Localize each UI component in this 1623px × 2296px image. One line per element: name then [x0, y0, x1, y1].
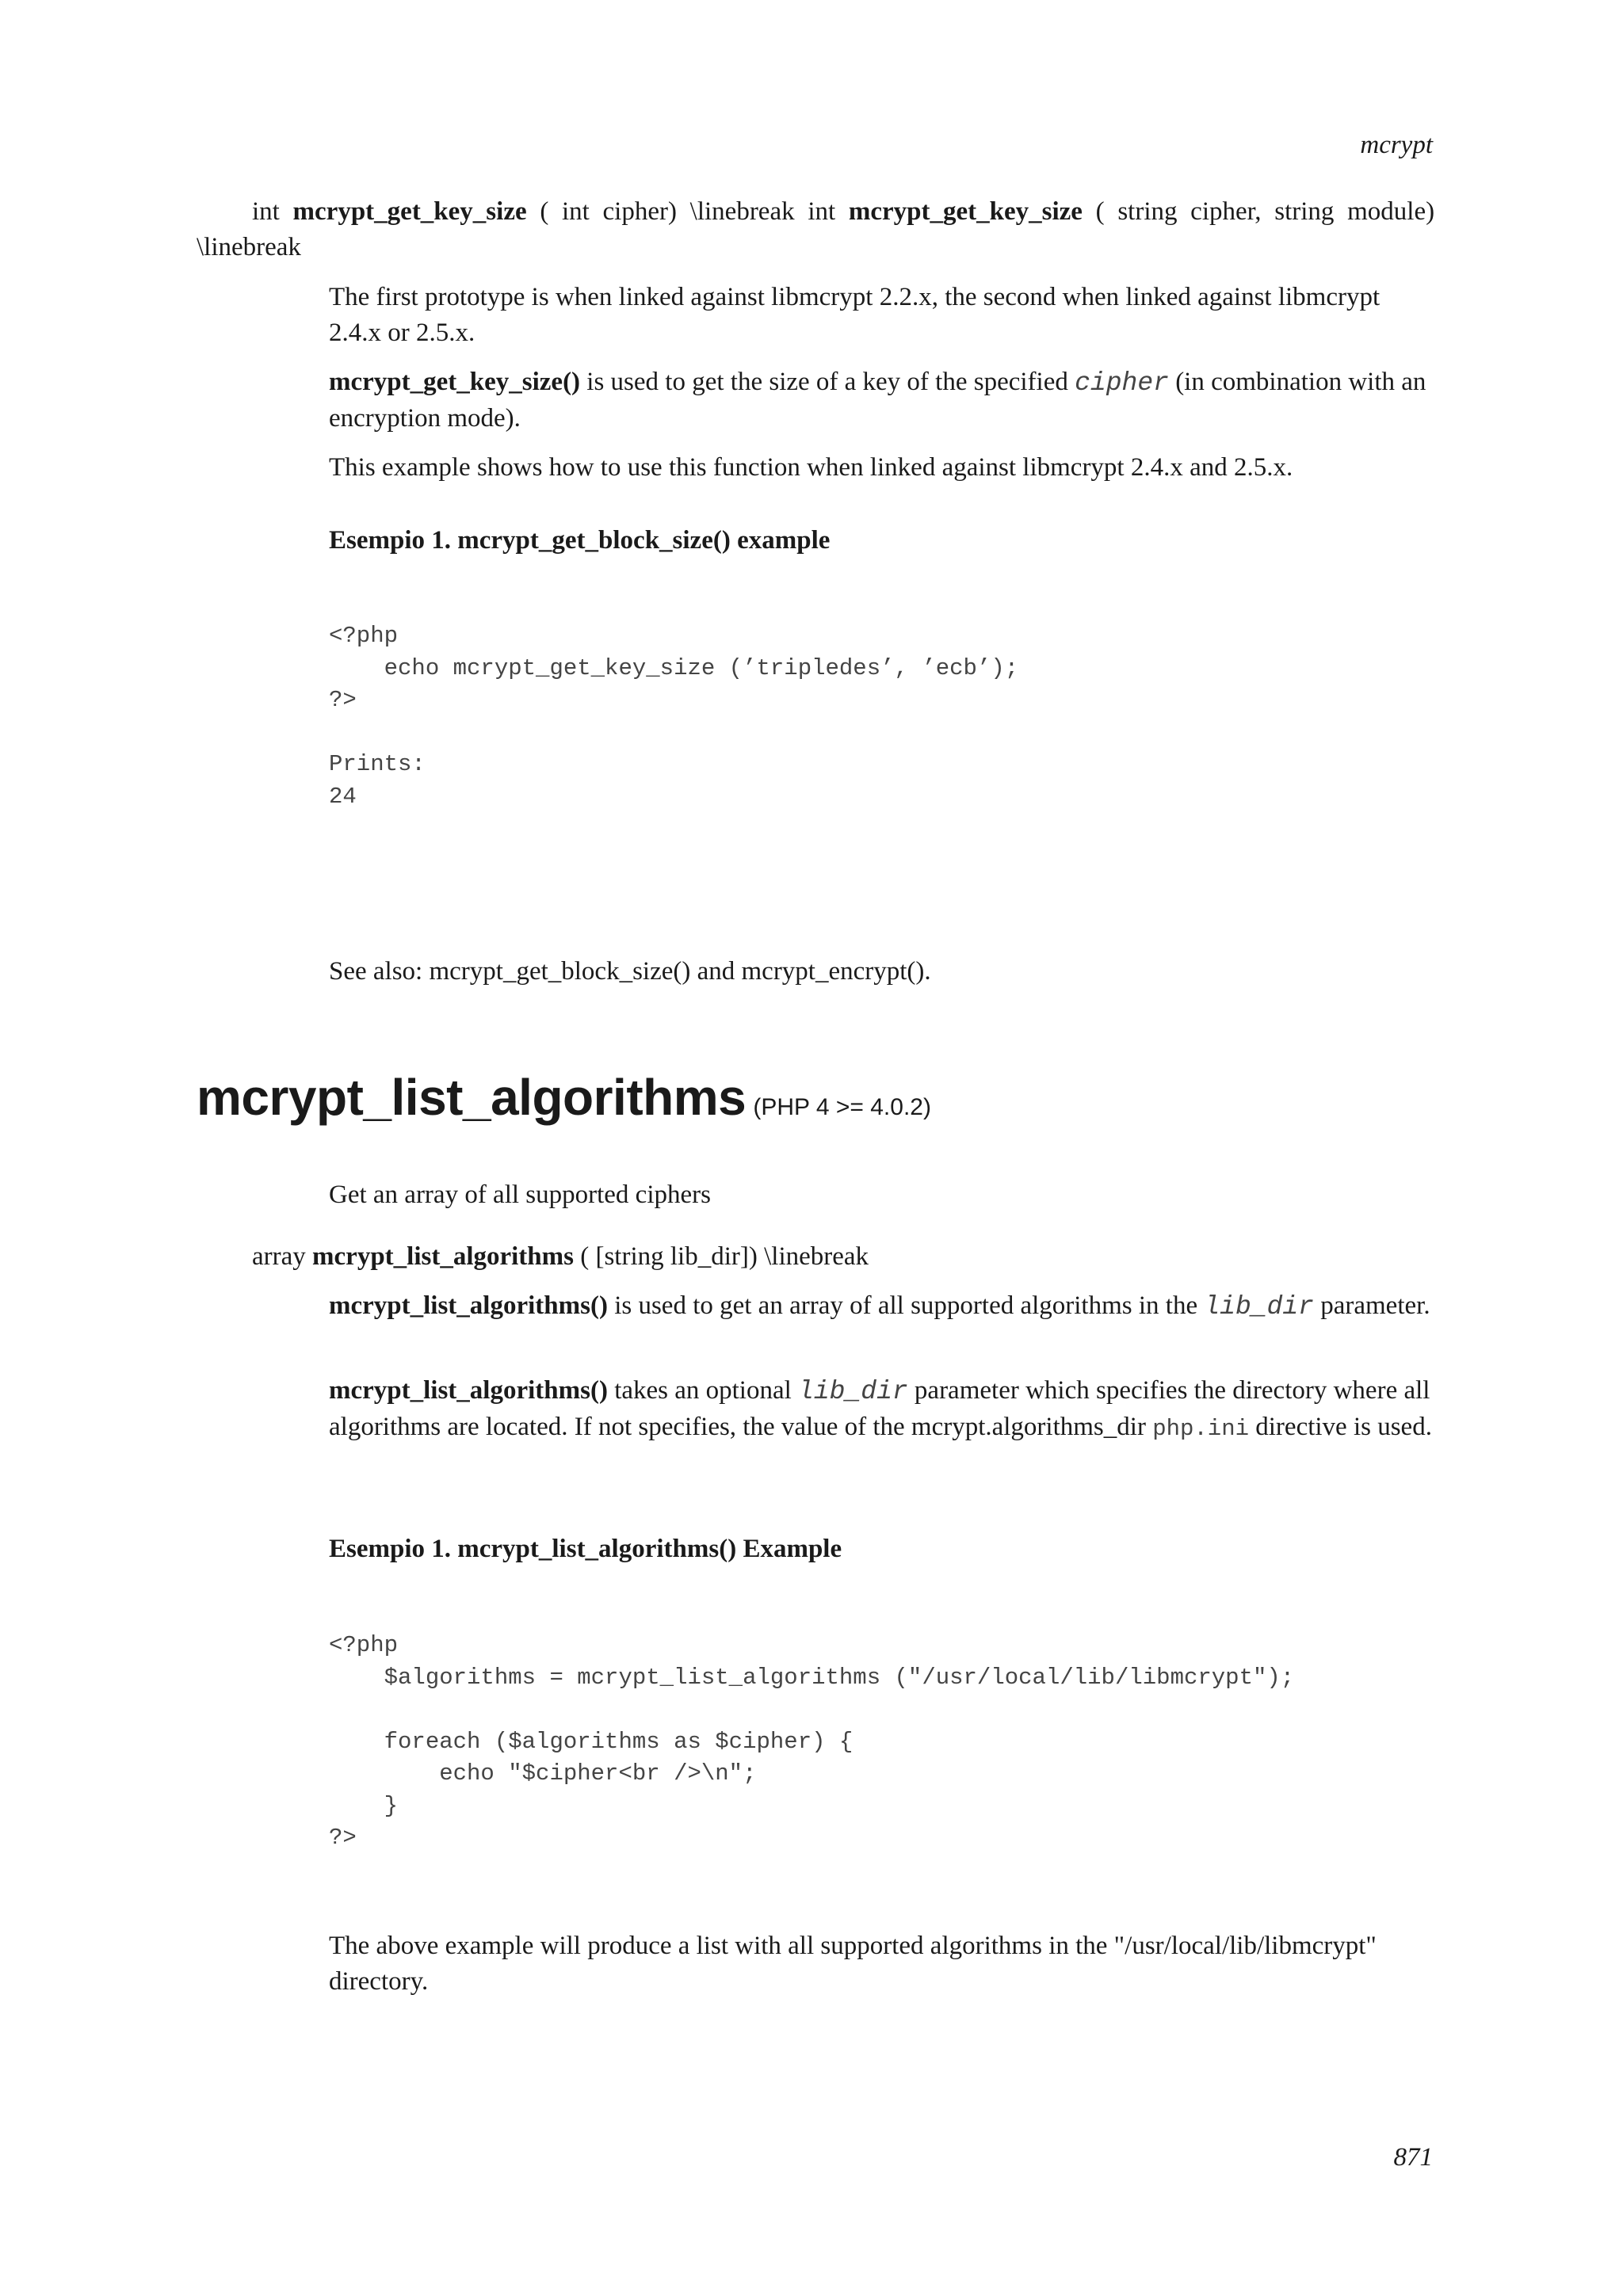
code-example: <?php echo mcrypt_get_key_size (’tripledes’, ’ecb’); ?> Prints: 24 [329, 623, 1019, 810]
function-synopsis-get-key-size: int mcrypt_get_key_size ( int cipher) \linebreak int mcrypt_get_key_size ( string cipher, string module) \linebreak [197, 197, 1435, 261]
inline-code: php.ini [1152, 1416, 1250, 1442]
example-title: Esempio 1. mcrypt_list_algorithms() Example [329, 1535, 842, 1563]
function-name: mcrypt_list_algorithms [312, 1242, 574, 1271]
parameter-name: lib_dir [1204, 1292, 1314, 1322]
see-also: See also: mcrypt_get_block_size() and mcrypt_encrypt(). [329, 957, 931, 986]
code-example: <?php $algorithms = mcrypt_list_algorithms ("/usr/local/lib/libmcrypt"); foreach ($algorithms as $cipher) { echo "$cipher<br />\n"; } ?> [329, 1632, 1295, 1851]
function-name: mcrypt_get_key_size [848, 197, 1083, 226]
example-title: Esempio 1. mcrypt_get_block_size() example [329, 526, 831, 555]
example-intro: This example shows how to use this function when linked against libmcrypt 2.4.x and 2.5.x. [329, 453, 1293, 482]
parameter-name: lib_dir [798, 1377, 908, 1406]
function-synopsis-list-algorithms: array mcrypt_list_algorithms ( [string lib_dir]) \linebreak [252, 1242, 869, 1271]
prototype-note: The first prototype is when linked against libmcrypt 2.2.x, the second when linked against libmcrypt 2.4.x or 2.5.x. [329, 283, 1381, 347]
description-paragraph: mcrypt_get_key_size() is used to get the size of a key of the specified cipher (in combination with an encryption mode). [329, 368, 1426, 433]
function-name: mcrypt_get_key_size [292, 197, 527, 226]
section-title: mcrypt_list_algorithms (PHP 4 >= 4.0.2) [197, 1069, 931, 1126]
version-note: (PHP 4 >= 4.0.2) [753, 1094, 931, 1120]
purpose-line: Get an array of all supported ciphers [329, 1180, 711, 1209]
description-paragraph: mcrypt_list_algorithms() is used to get an array of all supported algorithms in the lib_dir parameter. [329, 1291, 1430, 1322]
parameter-name: cipher [1075, 368, 1169, 398]
page-number: 871 [1393, 2143, 1433, 2172]
running-head: mcrypt [1360, 131, 1433, 159]
closing-paragraph: The above example will produce a list with all supported algorithms in the "/usr/local/lib/libmcrypt" directory. [329, 1932, 1377, 1996]
description-paragraph: mcrypt_list_algorithms() takes an optional lib_dir parameter which specifies the directory where all algorithms are located. If not specifies, the value of the mcrypt.algorithms_dir php.ini directive is used. [329, 1376, 1432, 1442]
